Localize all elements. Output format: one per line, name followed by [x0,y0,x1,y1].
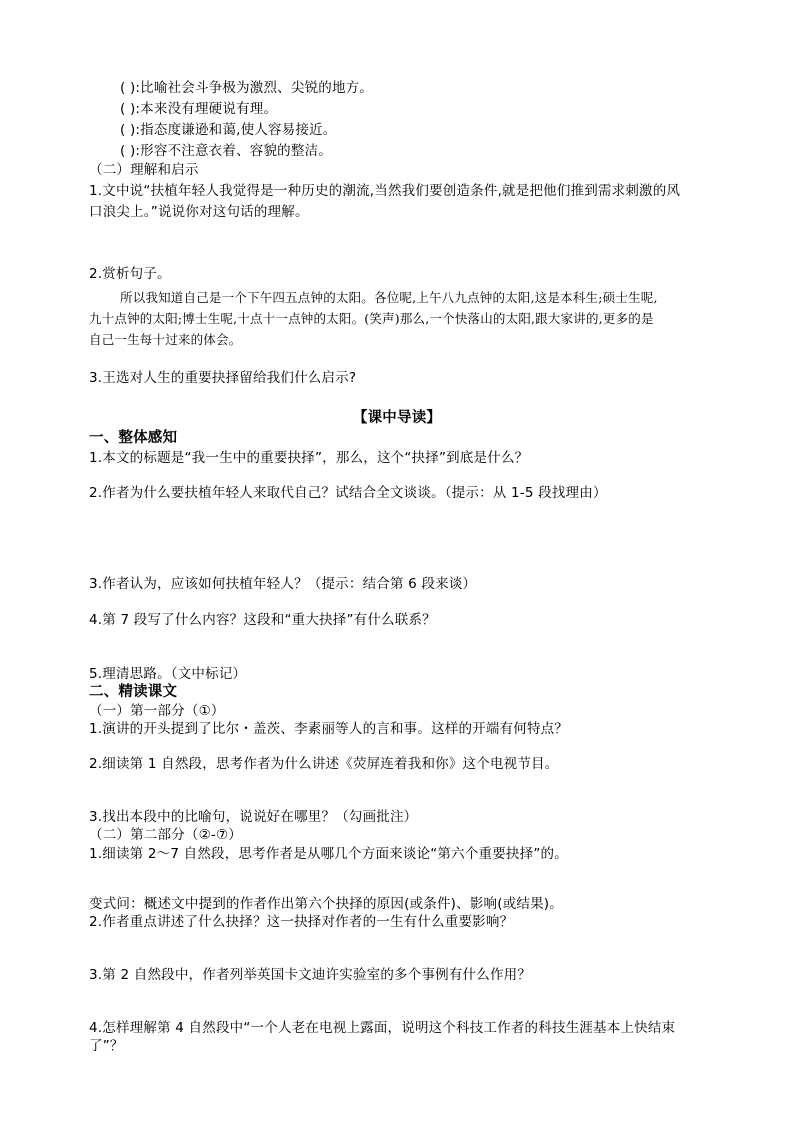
question-1-line-1: 1.文中说“扶植年轻人我觉得是一种历史的潮流,当然我们要创造条件,就是把他们推到需求刺激的风 [89,183,681,199]
blank-item-4: ( ):形容不注意衣着、容貌的整洁。 [120,143,332,159]
blank-item-3: ( ):指态度谦逊和蔼,使人容易接近。 [120,122,337,138]
subpart-2-variant-question: 变式问：概述文中提到的作者作出第六个抉择的原因(或条件)、影响(或结果)。 [89,896,563,912]
part-1-question-1: 1.本文的标题是“我一生中的重要抉择”，那么，这个“抉择”到底是什么？ [89,450,529,466]
subpart-1-question-1: 1.演讲的开头提到了比尔・盖茨、李素丽等人的言和事。这样的开端有何特点？ [89,721,569,737]
subpart-2-question-2: 2.作者重点讲述了什么抉择？这一抉择对作者的一生有什么重要影响？ [89,914,514,930]
class-guide-title: 【课中导读】 [352,410,442,426]
part-1-question-4: 4.第 7 段写了什么内容？这段和“重大抉择”有什么联系？ [89,612,436,628]
subpart-2-question-1: 1.细读第 2～7 自然段，思考作者是从哪几个方面来谈论“第六个重要抉择”的。 [89,846,568,862]
section-heading: （二）理解和启示 [89,162,199,178]
part-1-question-3: 3.作者认为，应该如何扶植年轻人？（提示：结合第 6 段来谈） [89,576,477,592]
question-1-line-2: 口浪尖上。”说说你对这句话的理解。 [89,204,309,220]
blank-item-2: ( ):本来没有理硬说有理。 [120,101,278,117]
part-1-question-2: 2.作者为什么要扶植年轻人来取代自己？试结合全文谈谈。（提示：从 1-5 段找理由） [89,485,607,501]
subpart-2-question-3: 3.第 2 自然段中，作者列举英国卡文迪许实验室的多个事例有什么作用？ [89,967,532,983]
part-1-heading: 一、整体感知 [89,430,178,446]
blank-item-1: ( ):比喻社会斗争极为激烈、尖锐的地方。 [120,80,374,96]
subpart-1-question-3: 3.找出本段中的比喻句，说说好在哪里？（勾画批注） [89,809,418,825]
subpart-2-question-4-line-2: 了”？ [89,1038,124,1054]
quote-line-1: 所以我知道自己是一个下午四五点钟的太阳。各位呢,上午八九点钟的太阳,这是本科生;硕士生呢, [120,290,658,305]
quote-line-2: 九十点钟的太阳;博士生呢,十点十一点钟的太阳。(笑声)那么,一个快落山的太阳,跟大家讲的,更多的是 [89,311,654,326]
question-3: 3.王选对人生的重要抉择留给我们什么启示? [89,370,357,386]
subpart-1-question-2: 2.细读第 1 自然段，思考作者为什么讲述《荧屏连着我和你》这个电视节目。 [89,756,559,772]
question-2: 2.赏析句子。 [89,266,171,282]
part-2-heading: 二、精读课文 [89,684,178,700]
quote-line-3: 自己一生每十过来的体会。 [89,332,242,347]
subpart-1-heading: （一）第一部分（①） [89,703,225,719]
part-1-question-5: 5.理清思路。（文中标记） [89,666,247,682]
subpart-2-question-4-line-1: 4.怎样理解第 4 自然段中“一个人老在电视上露面，说明这个科技工作者的科技生涯基本上快结束 [89,1020,676,1036]
subpart-2-heading: （二）第二部分（②-⑦） [89,827,242,843]
